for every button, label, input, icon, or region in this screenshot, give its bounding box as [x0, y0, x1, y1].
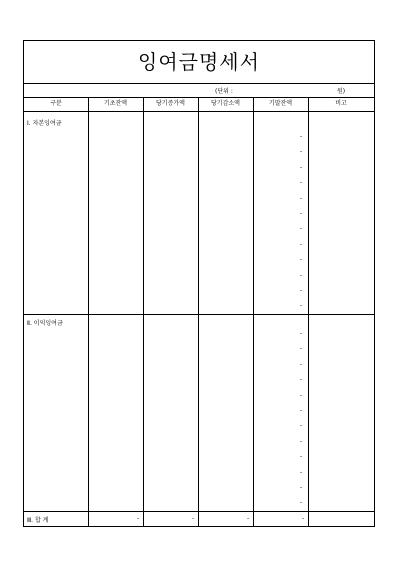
total-closing-balance: -: [302, 515, 305, 522]
column-divider: [253, 97, 254, 526]
closing-balance-mark: -: [300, 225, 303, 233]
col-header-decrease: 당기감소액: [211, 100, 240, 107]
column-divider: [308, 97, 309, 526]
closing-balance-mark: -: [300, 376, 303, 384]
closing-balance-mark: -: [300, 437, 303, 445]
closing-balance-mark: -: [300, 163, 303, 171]
col-header-closing-balance: 기말잔액: [268, 100, 293, 107]
unit-row: [24, 83, 374, 98]
closing-balance-mark: -: [300, 179, 303, 187]
column-divider: [88, 97, 89, 526]
closing-balance-mark: -: [300, 194, 303, 202]
col-header-increase: 당기증가액: [156, 100, 185, 107]
section-divider: [24, 314, 374, 315]
closing-balance-mark: -: [300, 287, 303, 294]
col-header-opening-balance: 기초잔액: [103, 100, 128, 107]
total-increase: -: [192, 515, 195, 522]
unit-value: 원): [337, 88, 346, 95]
document-title: 잉여금명세서: [24, 41, 374, 84]
column-header-row: [24, 97, 374, 112]
statement-sheet: [23, 40, 375, 527]
closing-balance-mark: -: [300, 210, 303, 217]
column-divider: [143, 97, 144, 526]
closing-balance-mark: -: [300, 240, 303, 248]
closing-balance-mark: -: [300, 407, 303, 414]
unit-label: (단위 :: [215, 88, 233, 95]
total-decrease: -: [247, 515, 250, 522]
col-header-category: 구분: [50, 100, 62, 107]
total-label: Ⅲ. 합 계: [27, 517, 49, 524]
col-header-remarks: 비고: [335, 100, 347, 107]
total-divider: [24, 511, 374, 512]
closing-balance-mark: -: [300, 468, 303, 476]
column-divider: [198, 97, 199, 526]
closing-balance-mark: -: [300, 302, 303, 310]
closing-balance-mark: -: [300, 133, 303, 140]
closing-balance-mark: -: [300, 484, 303, 491]
section-title-retained-earnings: Ⅱ. 이익잉여금: [27, 320, 63, 327]
closing-balance-mark: -: [300, 453, 303, 461]
closing-balance-mark: -: [300, 256, 303, 264]
closing-balance-mark: -: [300, 271, 303, 279]
section-title-capital-surplus: Ⅰ. 자본잉여금: [27, 120, 62, 127]
closing-balance-mark: -: [300, 330, 303, 337]
closing-balance-mark: -: [300, 360, 303, 368]
closing-balance-mark: -: [300, 345, 303, 353]
closing-balance-mark: -: [300, 391, 303, 399]
closing-balance-mark: -: [300, 422, 303, 430]
closing-balance-mark: -: [300, 499, 303, 507]
total-opening-balance: -: [137, 515, 140, 522]
closing-balance-mark: -: [300, 148, 303, 156]
